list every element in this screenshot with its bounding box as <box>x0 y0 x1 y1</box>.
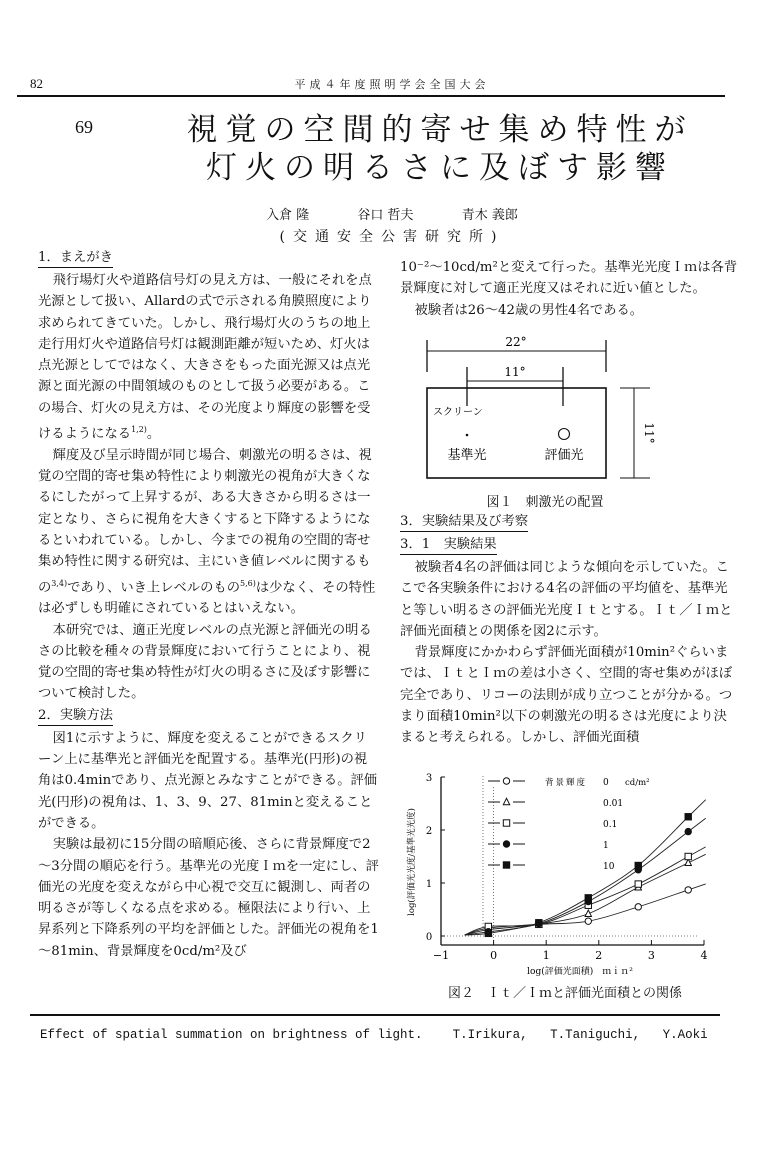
paragraph: 被験者は26～42歳の男性4名である。 <box>414 302 644 318</box>
screen-rectangle <box>427 388 606 478</box>
test-light-label: 評価光 <box>544 448 584 463</box>
paper-number: 69 <box>75 117 93 137</box>
data-point-10 <box>536 920 542 926</box>
dimension-label-height: 11° <box>642 422 656 444</box>
english-title: Effect of spatial summation on brightness of light. <box>40 1028 423 1042</box>
figure1-caption: 図１ 刺激光の配置 <box>486 495 604 510</box>
screen-label: スクリーン <box>433 407 483 418</box>
legend-title: 背景輝度 <box>545 778 588 788</box>
legend-value: 0 <box>603 778 609 788</box>
y-axis-label: log(評価光光度/基準光光度) <box>407 808 417 916</box>
text: であり、いき上レベルのもの <box>67 580 240 595</box>
data-point-0.1 <box>635 881 641 887</box>
paragraph: 被験者4名の評価は同じような傾向を示していた。ここで各実験条件における4名の評価の平均値を、基準光と等しい明るさの評価光光度Ｉｔとする。Ｉｔ／Ｉｍと評価光面積との関係を図2に示す。 <box>400 560 733 639</box>
y-tick-label: 2 <box>425 826 433 837</box>
paragraph: 10⁻²～10cd/m²と変えて行った。基準光光度Ｉｍは各背景輝度に対して適正光度又はそれに近い値とした。 <box>400 260 738 297</box>
legend-value: 0.01 <box>603 799 624 809</box>
data-point-0 <box>635 904 641 910</box>
legend-marker-0.1 <box>503 820 509 826</box>
text: 。 <box>146 426 161 442</box>
paragraph: 実験は最初に15分間の暗順応後、さらに背景輝度で2～3分間の順応を行う。基準光の光度Ｉｍを一定にし、評価光の光度を変えながら中心視で交互に観測し、両者の明るさが等しくなる点を求める。極限法により行い、上昇系列と下降系列の平均を評価とした。評価光の視角を1～81min、背景輝度を0cd/m²及び <box>38 837 379 959</box>
dimension-label-22: 22° <box>505 335 527 349</box>
paragraph <box>38 270 380 445</box>
affiliation: (交通安全公害研究所) <box>279 229 505 245</box>
left-column <box>38 247 380 962</box>
text: は少なく、その特性は必ずしも明確にされているとはいえない。 <box>38 580 376 617</box>
data-point-10 <box>635 862 641 868</box>
figure2-chart <box>400 762 720 980</box>
series-line-0 <box>465 884 706 935</box>
x-tick-label: −1 <box>432 949 450 962</box>
running-title: 平成４年度照明学会全国大会 <box>294 78 490 91</box>
header-rule <box>17 95 725 97</box>
paragraph: 背景輝度にかかわらず評価光面積が10min²ぐらいまでは、ＩｔとＩｍの差は小さく、空間的寄せ集めがほぼ完全であり、リコーの法則が成り立つことが分かる。つまり面積10min²以下の刺激光の明るさは光度により決まると考えられる。しかし、評価光面積 <box>400 645 733 746</box>
right-column-results <box>400 511 740 749</box>
data-point-10 <box>685 814 691 820</box>
legend-value: 0.1 <box>603 820 618 830</box>
legend-marker-1 <box>503 841 509 847</box>
data-point-10 <box>485 930 491 936</box>
figure1-diagram <box>420 332 656 492</box>
author: 谷口 哲夫 <box>357 208 414 223</box>
right-column-top <box>400 257 740 321</box>
x-tick-label: 4 <box>700 949 708 962</box>
legend-marker-0.01 <box>503 798 509 804</box>
author: 青木 義郎 <box>461 208 518 223</box>
paper-title-line2: 灯火の明るさに及ぼす影響 <box>206 150 674 186</box>
text: 飛行場灯火や道路信号灯の見え方は、一般にそれを点光源として扱い、Allardの式で示される角膜照度により求められてきていた。しかし、飛行場灯火のうちの地上走行用灯火や道路信号灯は観測距離が短いため、灯火は点光源としてではなく、大きさをもった面光源又は点光源と面光源の中間領域のものとして扱う必要がある。この場合、灯火の見え方は、その光度より輝度の影響を受けるようになる <box>38 273 372 442</box>
dimension-label-11: 11° <box>504 365 526 379</box>
x-tick-label: 1 <box>542 949 550 962</box>
paragraph: 図1に示すように、輝度を変えることができるスクリーン上に基準光と評価光を配置する。基準光(円形)の視角は0.4minであり、点光源とみなすことができる。評価光(円形)の視角は、1、3、9、27、81minと変えることができる。 <box>38 730 378 831</box>
legend-marker-0 <box>503 778 509 784</box>
data-point-10 <box>585 895 591 901</box>
figure2-caption: 図２ Ｉｔ／Ｉｍと評価光面積との関係 <box>447 986 682 1001</box>
section-heading-method: 2．実験方法 <box>38 707 113 726</box>
page-number: 82 <box>30 76 43 91</box>
data-point-0 <box>685 887 691 893</box>
x-tick-label: 2 <box>595 949 603 962</box>
footer-rule <box>30 1014 720 1016</box>
paper-title-line1: 視覚の空間的寄せ集め特性が <box>186 112 694 148</box>
author-list <box>0 204 784 223</box>
paragraph <box>38 445 380 620</box>
legend-value: 1 <box>603 841 609 851</box>
x-tick-label: 0 <box>490 949 498 962</box>
y-tick-label: 3 <box>425 773 433 784</box>
english-citation <box>40 1028 708 1042</box>
data-point-0 <box>585 918 591 924</box>
reference-light-point <box>466 434 469 437</box>
citation: 1,2) <box>131 425 147 435</box>
paragraph: 本研究では、適正光度レベルの点光源と評価光の明るさの比較を種々の背景輝度において行うことにより、視覚の空間的寄せ集め特性が灯火の明るさに及ぼす影響について検討した。 <box>38 622 372 702</box>
x-tick-label: 3 <box>647 949 655 962</box>
citation: 3,4) <box>51 578 68 588</box>
legend-marker-10 <box>503 862 509 868</box>
data-point-0.1 <box>685 853 691 859</box>
english-authors: T.Irikura, T.Taniguchi, Y.Aoki <box>452 1028 708 1042</box>
data-point-1 <box>685 828 691 834</box>
reference-light-label: 基準光 <box>447 448 487 463</box>
y-tick-label: 1 <box>425 879 433 890</box>
section-heading-introduction: 1．まえがき <box>38 249 113 268</box>
y-tick-label: 0 <box>425 932 433 943</box>
citation: 5,6) <box>240 578 256 588</box>
subsection-heading-results: 3．1 実験結果 <box>400 536 497 555</box>
x-axis-label: log(評価光面積) ｍｉｎ² <box>527 967 633 977</box>
text: 輝度及び呈示時間が同じ場合、刺激光の明るさは、視覚の空間的寄せ集め特性により刺激光の視角が大きくなるにしたがって上昇するが、ある大きさから明るさは一定となり、さらに視角を大きくすると下降するようになるといわれている。しかし、今までの視角の空間的寄せ集め特性に関する研究は、主にいき値レベルに関するもの <box>38 447 372 595</box>
test-light-circle <box>559 429 570 440</box>
author: 入倉 隆 <box>266 208 310 223</box>
legend-unit: cd/m² <box>625 778 650 788</box>
legend-value: 10 <box>603 862 615 872</box>
section-heading-results: 3．実験結果及び考察 <box>400 513 528 532</box>
